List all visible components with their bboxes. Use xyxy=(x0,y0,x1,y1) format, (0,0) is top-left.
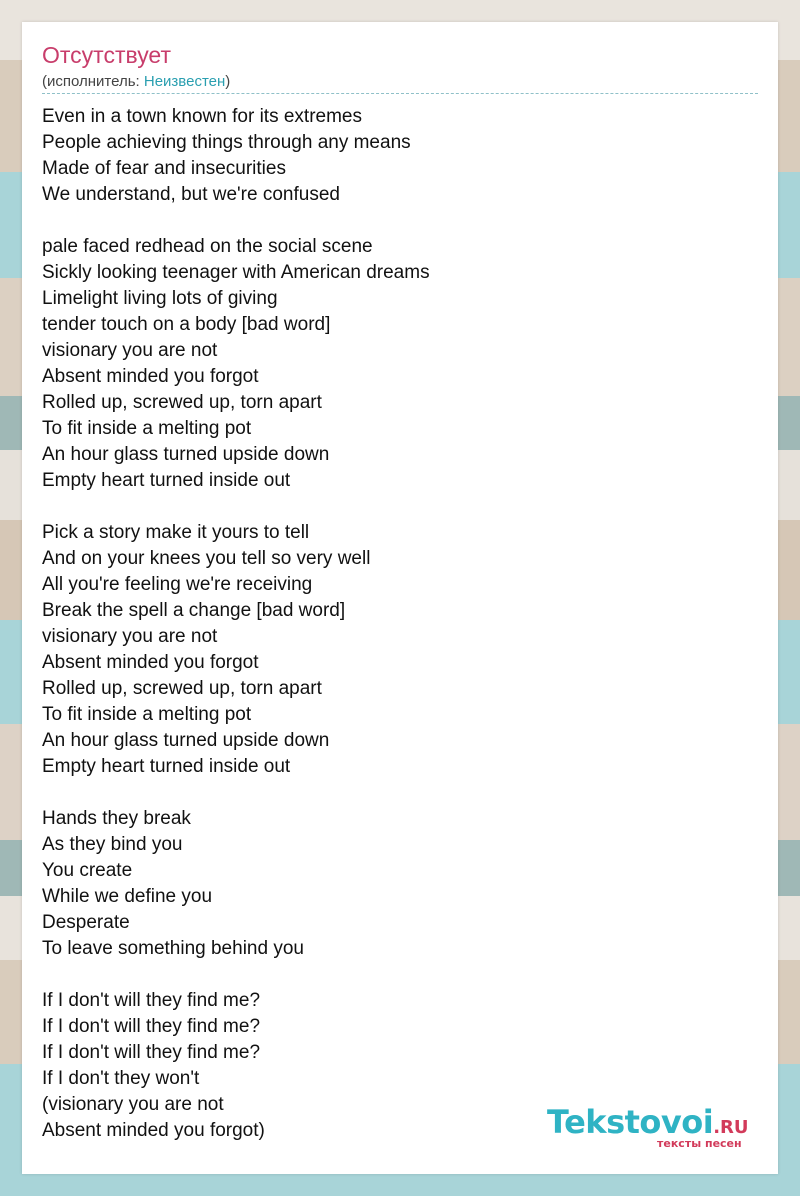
artist-suffix: ) xyxy=(225,73,231,90)
stanza-break xyxy=(42,494,758,520)
lyric-line: Desperate xyxy=(42,912,130,933)
stanza-break xyxy=(42,962,758,988)
title-divider xyxy=(42,93,758,94)
lyric-line: Rolled up, screwed up, torn apart xyxy=(42,678,322,699)
lyrics-card xyxy=(22,22,778,1174)
lyric-line: Absent minded you forgot xyxy=(42,366,259,387)
lyric-line: To fit inside a melting pot xyxy=(42,418,252,439)
stanza-break xyxy=(42,780,758,806)
lyric-line: An hour glass turned upside down xyxy=(42,444,330,465)
lyric-line: If I don't they won't xyxy=(42,1068,200,1089)
lyric-line: If I don't will they find me? xyxy=(42,1016,261,1037)
artist-prefix: (исполнитель: xyxy=(42,73,144,90)
lyric-line: We understand, but we're confused xyxy=(42,184,340,205)
lyric-line: Hands they break xyxy=(42,808,191,829)
lyric-line: An hour glass turned upside down xyxy=(42,730,330,751)
lyric-line: Sickly looking teenager with American dreams xyxy=(42,262,430,283)
lyric-line: While we define you xyxy=(42,886,213,907)
lyric-line: (visionary you are not xyxy=(42,1094,224,1115)
lyric-line: visionary you are not xyxy=(42,340,218,361)
lyric-line: To fit inside a melting pot xyxy=(42,704,252,725)
lyric-line: Empty heart turned inside out xyxy=(42,756,291,777)
lyric-line: pale faced redhead on the social scene xyxy=(42,236,373,257)
lyric-line: Break the spell a change [bad word] xyxy=(42,600,346,621)
lyric-line: Absent minded you forgot xyxy=(42,652,259,673)
logo-tagline: тексты песен xyxy=(657,1137,742,1150)
song-title: Отсутствует xyxy=(42,42,171,68)
stanza-break xyxy=(42,208,758,234)
lyric-line: Pick a story make it yours to tell xyxy=(42,522,310,543)
site-logo[interactable] xyxy=(547,1104,752,1148)
lyrics-body xyxy=(42,104,758,1144)
lyric-line: tender touch on a body [bad word] xyxy=(42,314,331,335)
artist-line xyxy=(42,73,230,90)
logo-name: Tekstovoi xyxy=(547,1103,714,1141)
lyric-line: If I don't will they find me? xyxy=(42,1042,261,1063)
artist-link[interactable]: Неизвестен xyxy=(143,73,226,90)
lyric-line: To leave something behind you xyxy=(42,938,304,959)
lyric-line: Made of fear and insecurities xyxy=(42,158,286,179)
lyric-line: As they bind you xyxy=(42,834,183,855)
lyric-line: Empty heart turned inside out xyxy=(42,470,291,491)
lyric-line: If I don't will they find me? xyxy=(42,990,261,1011)
lyric-line: And on your knees you tell so very well xyxy=(42,548,371,569)
lyric-line: You create xyxy=(42,860,133,881)
lyric-line: Rolled up, screwed up, torn apart xyxy=(42,392,322,413)
logo-tld: .RU xyxy=(713,1117,749,1138)
lyric-line: Absent minded you forgot) xyxy=(42,1120,265,1141)
lyric-line: visionary you are not xyxy=(42,626,218,647)
lyric-line: People achieving things through any means xyxy=(42,132,411,153)
lyric-line: Limelight living lots of giving xyxy=(42,288,278,309)
lyric-line: All you're feeling we're receiving xyxy=(42,574,313,595)
lyric-line: Even in a town known for its extremes xyxy=(42,106,362,127)
